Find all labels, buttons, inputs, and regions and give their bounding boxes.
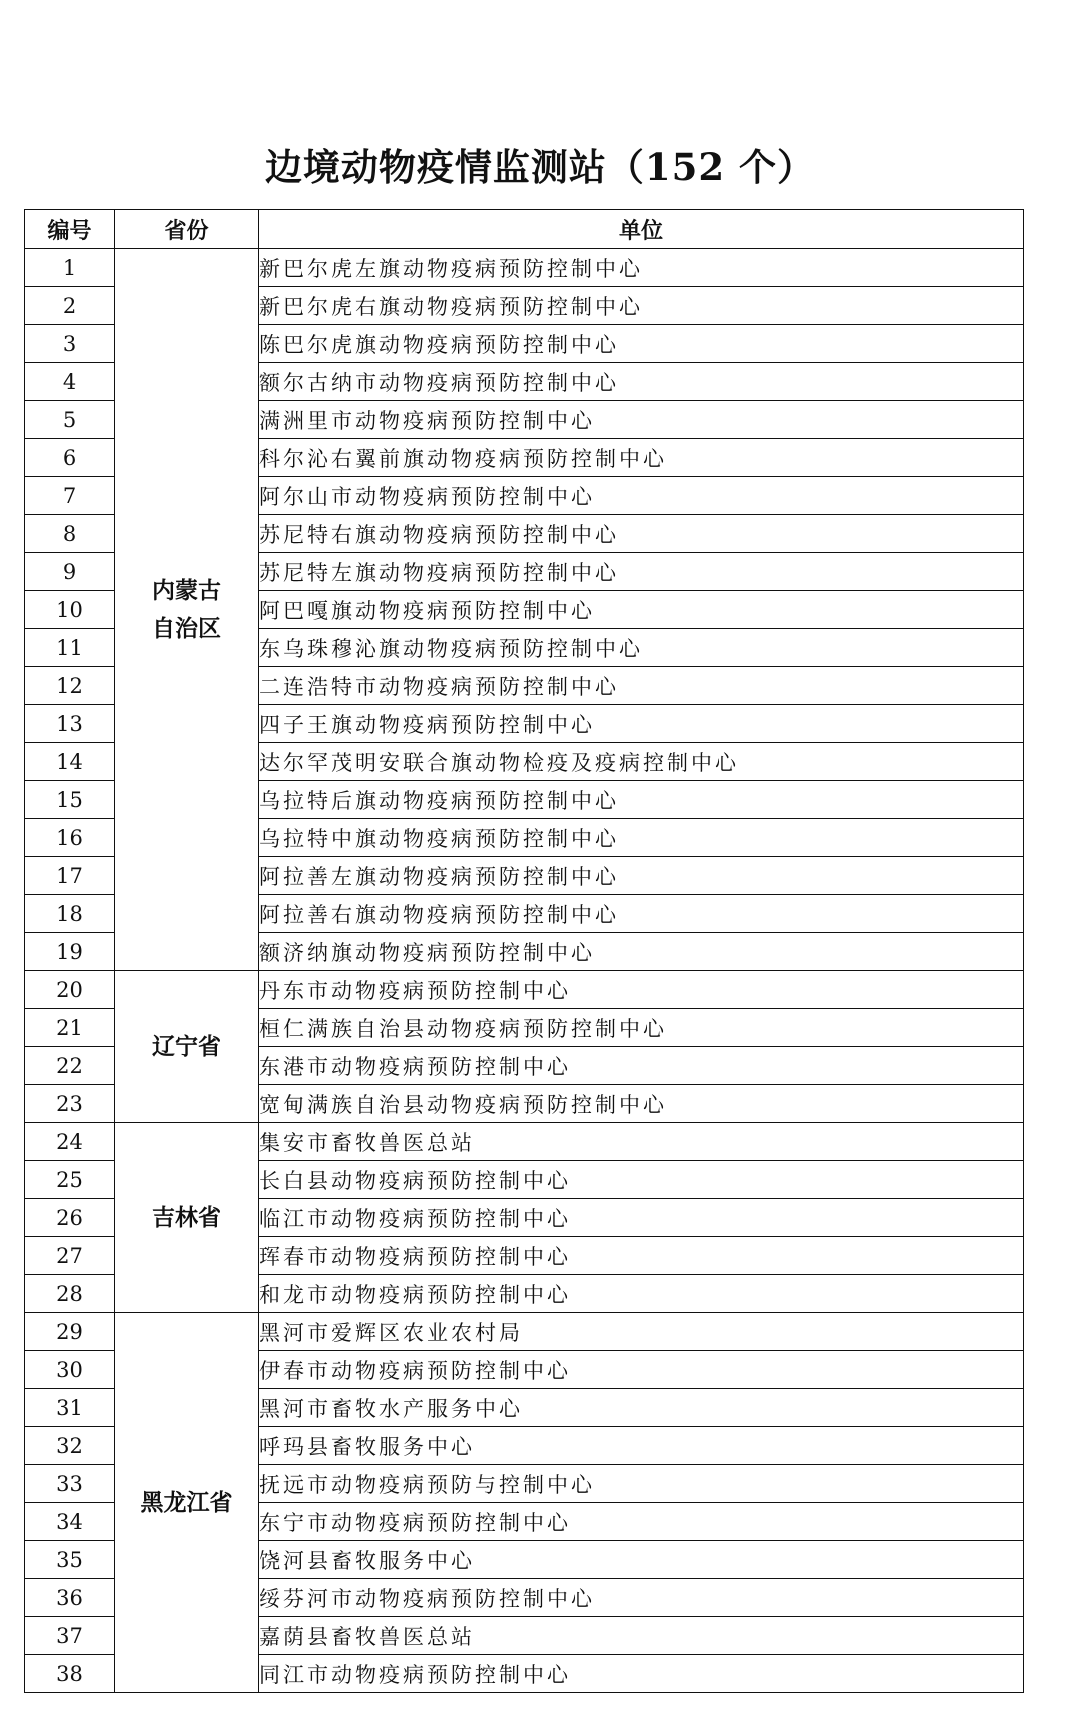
unit-name: 新巴尔虎左旗动物疫病预防控制中心 — [259, 249, 1024, 287]
row-number: 38 — [25, 1655, 115, 1693]
header-unit: 单位 — [259, 210, 1024, 249]
row-number: 29 — [25, 1313, 115, 1351]
row-number: 24 — [25, 1123, 115, 1161]
unit-name: 呼玛县畜牧服务中心 — [259, 1427, 1024, 1465]
header-number: 编号 — [25, 210, 115, 249]
row-number: 35 — [25, 1541, 115, 1579]
row-number: 6 — [25, 439, 115, 477]
province-cell: 黑龙江省 — [115, 1313, 259, 1693]
unit-name: 东宁市动物疫病预防控制中心 — [259, 1503, 1024, 1541]
row-number: 31 — [25, 1389, 115, 1427]
row-number: 28 — [25, 1275, 115, 1313]
row-number: 23 — [25, 1085, 115, 1123]
unit-name: 东港市动物疫病预防控制中心 — [259, 1047, 1024, 1085]
unit-name: 乌拉特中旗动物疫病预防控制中心 — [259, 819, 1024, 857]
row-number: 17 — [25, 857, 115, 895]
unit-name: 苏尼特右旗动物疫病预防控制中心 — [259, 515, 1024, 553]
unit-name: 阿拉善左旗动物疫病预防控制中心 — [259, 857, 1024, 895]
row-number: 9 — [25, 553, 115, 591]
row-number: 16 — [25, 819, 115, 857]
province-cell: 内蒙古 自治区 — [115, 249, 259, 971]
unit-name: 黑河市爱辉区农业农村局 — [259, 1313, 1024, 1351]
unit-name: 阿尔山市动物疫病预防控制中心 — [259, 477, 1024, 515]
row-number: 7 — [25, 477, 115, 515]
row-number: 15 — [25, 781, 115, 819]
unit-name: 丹东市动物疫病预防控制中心 — [259, 971, 1024, 1009]
province-cell: 辽宁省 — [115, 971, 259, 1123]
stations-table — [24, 209, 1024, 1693]
row-number: 20 — [25, 971, 115, 1009]
unit-name: 四子王旗动物疫病预防控制中心 — [259, 705, 1024, 743]
table-body — [25, 249, 1024, 1693]
unit-name: 乌拉特后旗动物疫病预防控制中心 — [259, 781, 1024, 819]
unit-name: 集安市畜牧兽医总站 — [259, 1123, 1024, 1161]
table-row — [25, 249, 1024, 287]
row-number: 14 — [25, 743, 115, 781]
unit-name: 长白县动物疫病预防控制中心 — [259, 1161, 1024, 1199]
unit-name: 临江市动物疫病预防控制中心 — [259, 1199, 1024, 1237]
unit-name: 绥芬河市动物疫病预防控制中心 — [259, 1579, 1024, 1617]
unit-name: 嘉荫县畜牧兽医总站 — [259, 1617, 1024, 1655]
row-number: 32 — [25, 1427, 115, 1465]
row-number: 11 — [25, 629, 115, 667]
row-number: 18 — [25, 895, 115, 933]
unit-name: 额尔古纳市动物疫病预防控制中心 — [259, 363, 1024, 401]
row-number: 22 — [25, 1047, 115, 1085]
header-province: 省份 — [115, 210, 259, 249]
table-row — [25, 971, 1024, 1009]
page-title: 边境动物疫情监测站（152 个） — [264, 145, 816, 189]
unit-name: 东乌珠穆沁旗动物疫病预防控制中心 — [259, 629, 1024, 667]
unit-name: 桓仁满族自治县动物疫病预防控制中心 — [259, 1009, 1024, 1047]
unit-name: 阿巴嘎旗动物疫病预防控制中心 — [259, 591, 1024, 629]
unit-name: 同江市动物疫病预防控制中心 — [259, 1655, 1024, 1693]
row-number: 12 — [25, 667, 115, 705]
table-row — [25, 1123, 1024, 1161]
unit-name: 阿拉善右旗动物疫病预防控制中心 — [259, 895, 1024, 933]
unit-name: 陈巴尔虎旗动物疫病预防控制中心 — [259, 325, 1024, 363]
unit-name: 和龙市动物疫病预防控制中心 — [259, 1275, 1024, 1313]
table-row — [25, 1313, 1024, 1351]
row-number: 8 — [25, 515, 115, 553]
row-number: 34 — [25, 1503, 115, 1541]
row-number: 1 — [25, 249, 115, 287]
unit-name: 饶河县畜牧服务中心 — [259, 1541, 1024, 1579]
unit-name: 科尔沁右翼前旗动物疫病预防控制中心 — [259, 439, 1024, 477]
unit-name: 额济纳旗动物疫病预防控制中心 — [259, 933, 1024, 971]
unit-name: 达尔罕茂明安联合旗动物检疫及疫病控制中心 — [259, 743, 1024, 781]
row-number: 27 — [25, 1237, 115, 1275]
row-number: 25 — [25, 1161, 115, 1199]
row-number: 3 — [25, 325, 115, 363]
row-number: 4 — [25, 363, 115, 401]
row-number: 30 — [25, 1351, 115, 1389]
row-number: 2 — [25, 287, 115, 325]
table-header-row — [25, 210, 1024, 249]
unit-name: 新巴尔虎右旗动物疫病预防控制中心 — [259, 287, 1024, 325]
row-number: 10 — [25, 591, 115, 629]
unit-name: 满洲里市动物疫病预防控制中心 — [259, 401, 1024, 439]
unit-name: 苏尼特左旗动物疫病预防控制中心 — [259, 553, 1024, 591]
row-number: 13 — [25, 705, 115, 743]
province-cell: 吉林省 — [115, 1123, 259, 1313]
row-number: 26 — [25, 1199, 115, 1237]
row-number: 37 — [25, 1617, 115, 1655]
row-number: 21 — [25, 1009, 115, 1047]
row-number: 19 — [25, 933, 115, 971]
unit-name: 宽甸满族自治县动物疫病预防控制中心 — [259, 1085, 1024, 1123]
unit-name: 二连浩特市动物疫病预防控制中心 — [259, 667, 1024, 705]
row-number: 33 — [25, 1465, 115, 1503]
unit-name: 珲春市动物疫病预防控制中心 — [259, 1237, 1024, 1275]
row-number: 36 — [25, 1579, 115, 1617]
unit-name: 伊春市动物疫病预防控制中心 — [259, 1351, 1024, 1389]
row-number: 5 — [25, 401, 115, 439]
unit-name: 抚远市动物疫病预防与控制中心 — [259, 1465, 1024, 1503]
unit-name: 黑河市畜牧水产服务中心 — [259, 1389, 1024, 1427]
